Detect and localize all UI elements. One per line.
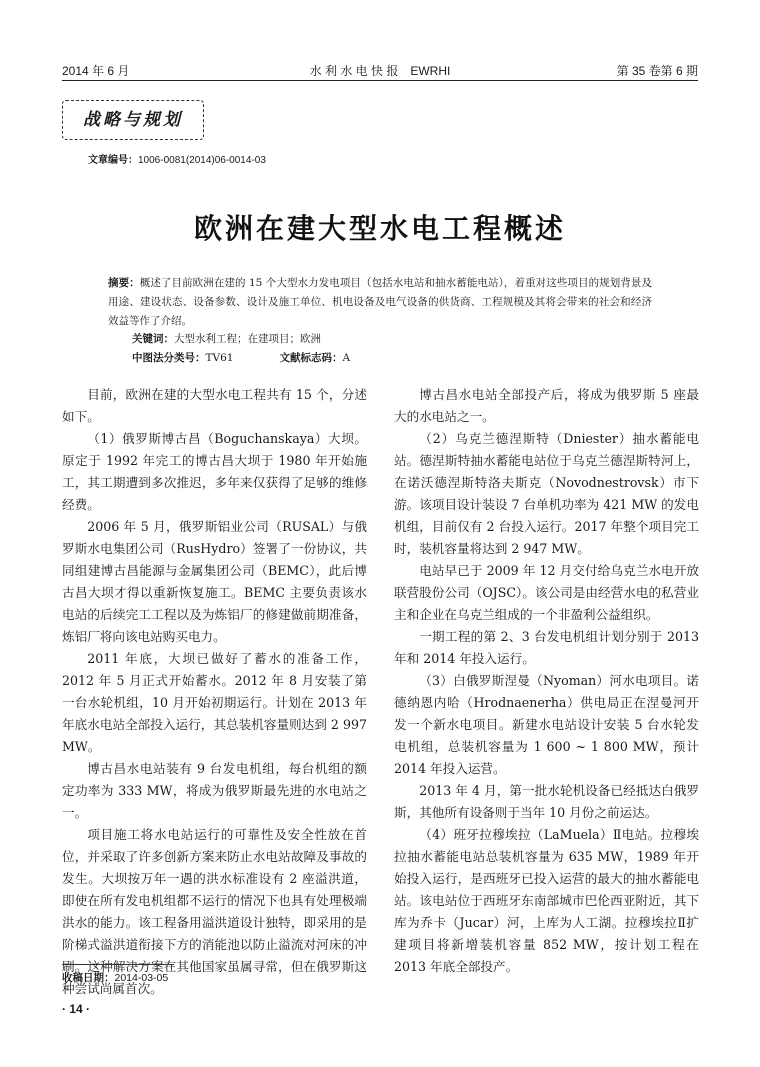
issue-date: 2014 年 6 月 [62, 64, 130, 78]
received-value: 2014-03-05 [114, 972, 169, 984]
paragraph: （2）乌克兰德涅斯特（Dniester）抽水蓄能电站。德涅斯特抽水蓄能电站位于乌克兰德涅斯特河上，在诺沃德涅斯特洛夫斯克（Novodnestrovsk）市下游。该项目设计装设 7 台单机功率为 421 MW 的发电机组，目前仅有 2 台投入运行。2017 年整个项目完工时，装机容量将达到 2 947 MW。 [394, 431, 699, 556]
paragraph: 电站早已于 2009 年 12 月交付给乌克兰水电开放联营股份公司（OJSC）。该公司是由经营水电的私营业主和企业在乌克兰组成的一个非盈利公益组织。 [394, 563, 699, 622]
abstract-text: 概述了目前欧洲在建的 15 个大型水力发电项目（包括水电站和抽水蓄能电站），着重对这些项目的规划背景及用途、建设状态、设备参数、设计及施工单位、机电设备及电气设备的供货商、工程规模及其将会带来的社会和经济效益等作了介绍。 [108, 277, 652, 327]
clc-value: TV61 [205, 352, 234, 364]
article-title: 欧洲在建大型水电工程概述 [193, 212, 566, 245]
paragraph: （3）白俄罗斯涅曼（Nyoman）河水电项目。诺德纳恩内哈（Hrodnaenerha）供电局正在涅曼河开发一个新水电项目。新建水电站设计安装 5 台水轮发电机组，总装机容量为 1 600 ~ 1 800 MW，预计 2014 年投入运营。 [394, 673, 699, 776]
section-label: 战略与规划 [62, 100, 204, 140]
classification [132, 350, 350, 365]
received-label: 收稿日期： [62, 972, 115, 984]
paragraph: 目前，欧洲在建的大型水电工程共有 15 个，分述如下。 [62, 387, 367, 424]
article-number [88, 151, 266, 166]
abstract-label: 摘要： [108, 277, 140, 289]
journal-name: 水 利 水 电 快 报 EWRHI [309, 64, 451, 78]
footnote-divider [62, 964, 174, 965]
keywords [132, 331, 321, 346]
page-number: · 14 · [62, 1002, 91, 1016]
keywords-label: 关键词： [132, 333, 174, 345]
body-column-right [394, 384, 699, 978]
abstract [108, 274, 652, 331]
body-column-left [62, 384, 367, 1000]
doc-code-value: A [342, 352, 351, 364]
clc-label: 中图法分类号： [132, 352, 206, 364]
paragraph: （1）俄罗斯博古昌（Boguchanskaya）大坝。原定于 1992 年完工的博古昌大坝于 1980 年开始施工，其工期遭到多次推迟，多年来仅获得了足够的维修经费。 [62, 431, 367, 512]
paragraph: （4）班牙拉穆埃拉（LaMuela）Ⅱ电站。拉穆埃拉抽水蓄能电站总装机容量为 635 MW，1989 年开始投入运行，是西班牙已投入运营的最大的抽水蓄能电站。该电站位于西班牙东南部城市巴伦西亚附近，其下库为乔卡（Jucar）河，上库为人工湖。拉穆埃拉Ⅱ扩建项目将新增装机容量 852 MW，按计划工程在 2013 年底全部投产。 [394, 827, 699, 974]
received-date [62, 970, 168, 985]
paragraph: 博古昌水电站全部投产后，将成为俄罗斯 5 座最大的水电站之一。 [394, 387, 699, 424]
article-number-label: 文章编号： [88, 155, 138, 166]
paragraph: 2011 年底，大坝已做好了蓄水的准备工作，2012 年 5 月正式开始蓄水。2012 年 8 月安装了第一台水轮机组，10 月开始初期运行。计划在 2013 年年底水电站全部投入运行，其总装机容量则达到 2 997 MW。 [62, 651, 367, 754]
paragraph: 一期工程的第 2、3 台发电机组计划分别于 2013 年和 2014 年投入运行。 [394, 629, 699, 666]
paragraph: 博古昌水电站装有 9 台发电机组，每台机组的额定功率为 333 MW，将成为俄罗斯最先进的水电站之一。 [62, 761, 367, 820]
paragraph: 2006 年 5 月，俄罗斯铝业公司（RUSAL）与俄罗斯水电集团公司（RusHydro）签署了一份协议，共同组建博古昌能源与金属集团公司（BEMC），此后博古昌大坝才得以重新恢复施工。BEMC 主要负责该水电站的后续完工工程以及为炼铝厂的修建做前期准备，炼铝厂将向该电站购买电力。 [62, 519, 367, 644]
volume-issue: 第 35 卷第 6 期 [616, 64, 698, 78]
keywords-text: 大型水利工程；在建项目；欧洲 [174, 333, 321, 345]
article-number-value: 1006-0081(2014)06-0014-03 [138, 155, 266, 166]
doc-code-label: 文献标志码： [279, 352, 343, 364]
paragraph: 2013 年 4 月，第一批水轮机设备已经抵达白俄罗斯，其他所有设备则于当年 10 月份之前运达。 [394, 783, 699, 820]
paragraph: 项目施工将水电站运行的可靠性及安全性放在首位，并采取了许多创新方案来防止水电站故障及事故的发生。大坝按万年一遇的洪水标准设有 2 座溢洪道，即使在所有发电机组都不运行的情况下也具有处理极端洪水的能力。该工程备用溢洪道设计独特，即采用的是阶梯式溢洪道衔接下方的消能池以防止溢流对河床的冲刷。这种解决方案在其他国家虽属寻常，但在俄罗斯这种尝试尚属首次。 [62, 827, 367, 996]
running-header [62, 58, 698, 81]
